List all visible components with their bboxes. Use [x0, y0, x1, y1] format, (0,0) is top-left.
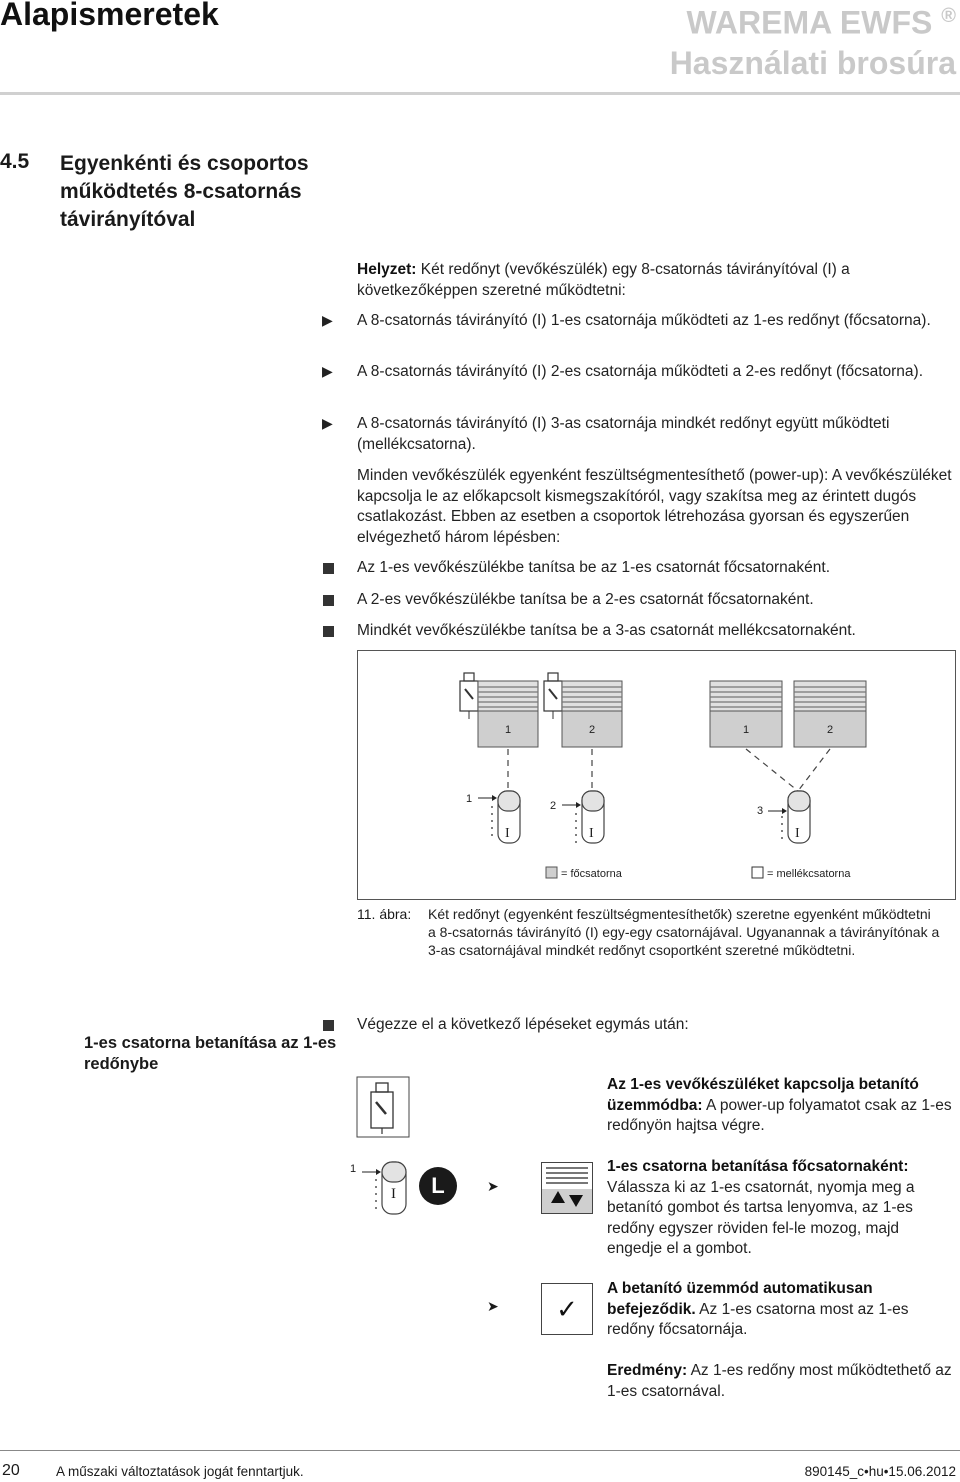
circuit-breaker-icon	[356, 1076, 410, 1138]
figure-box	[357, 650, 956, 900]
header-rule	[0, 92, 960, 95]
channel-label: 3	[757, 805, 764, 817]
remote-control-icon	[562, 791, 604, 843]
situation-text: Két redőnyt (vevőkészülék) egy 8-csatornás távirányítóval (I) a következőképpen szeretné működtetni:	[357, 261, 850, 299]
arrow-right-icon: ➤	[487, 1298, 499, 1314]
result-text: Az 1-es redőny most működtethető az 1-es csatornával.	[607, 1362, 952, 1400]
chapter-title: Alapismeretek	[0, 0, 219, 32]
step-1-heading: Az 1-es vevőkészüléket kapcsolja betanító üzemmódba:	[607, 1076, 919, 1114]
situation-label: Helyzet:	[357, 261, 417, 278]
arrow-item-2: A 8-csatornás távirányító (I) 2-es csatornája működteti a 2-es redőnyt (főcsatorna).	[357, 363, 924, 380]
channel-label: 2	[550, 800, 557, 812]
brand-block	[670, 0, 956, 83]
step-1-text: A power-up folyamatot csak az 1-es redőnyön hajtsa végre.	[607, 1096, 952, 1134]
square-bullet-icon	[323, 595, 334, 606]
square-item-1: Az 1-es vevőkészülékbe tanítsa be az 1-es csatornát főcsatornaként.	[357, 559, 831, 576]
figure-caption: Két redőnyt (egyenként feszültségmentesíthetők) szeretne egyenként működtetni a 8-csatornás távirányító (I) egy-egy csatornájával. Ugyanannak a távirányítónak a 3-as csatornájával mindkét redőnyt csoportként szeretné működtetni.	[428, 906, 940, 958]
remote-control-icon	[348, 1158, 414, 1218]
channel-diagram	[358, 651, 955, 899]
arrow-right-icon: ➤	[487, 1178, 499, 1194]
document-subtitle: Használati brosúra	[669, 44, 956, 81]
legend-main-channel: = főcsatorna	[561, 868, 622, 880]
square-item-2: A 2-es vevőkészülékbe tanítsa be a 2-es csatornát főcsatornaként.	[357, 591, 814, 608]
side-channel-swatch	[752, 867, 763, 878]
step-2	[607, 1157, 957, 1260]
footer-rule	[0, 1450, 960, 1451]
main-channel-swatch	[546, 867, 557, 878]
blind-up-down-icon	[541, 1162, 593, 1214]
remote-control-icon	[768, 791, 810, 843]
channel-label: 1	[350, 1163, 357, 1175]
arrow-bullet-icon: ▶	[322, 312, 333, 328]
blind-label: 1	[505, 724, 512, 736]
blind-label: 2	[827, 724, 834, 736]
remote-label: I	[505, 826, 510, 841]
subsection-title: 1-es csatorna betanítása az 1-es redőnybe	[84, 1034, 337, 1073]
square-item-3: Mindkét vevőkészülékbe tanítsa be a 3-as csatornát mellékcsatornaként.	[357, 622, 856, 639]
circuit-breaker-icon	[544, 673, 562, 719]
remote-label: I	[391, 1186, 396, 1202]
remote-label: I	[795, 826, 800, 841]
step-3	[607, 1279, 957, 1341]
channel-label: 1	[466, 793, 473, 805]
blind-label: 2	[589, 724, 596, 736]
footer-note: A műszaki változtatások jogát fenntartjuk.	[56, 1464, 304, 1479]
remote-control-icon	[478, 791, 520, 843]
blind-icon	[710, 681, 782, 747]
arrow-bullet-icon: ▶	[322, 363, 333, 379]
brand-name: WAREMA EWFS	[686, 4, 933, 41]
arrow-item-1: A 8-csatornás távirányító (I) 1-es csatornája működteti az 1-es redőnyt (főcsatorna).	[357, 312, 931, 329]
section-number: 4.5	[0, 150, 30, 173]
blind-label: 1	[743, 724, 750, 736]
step-2-text: Válassza ki az 1-es csatornát, nyomja meg a betanító gombot és tartsa lenyomva, az 1-es redőny egyszer röviden fel-le mozog, majd engedje el a gombot.	[607, 1178, 915, 1257]
page-number: 20	[2, 1462, 20, 1479]
step-3-heading: A betanító üzemmód automatikusan befejeződik.	[607, 1280, 873, 1318]
blind-icon	[562, 681, 622, 747]
figure-caption-number: 11. ábra:	[357, 906, 412, 922]
blind-icon	[794, 681, 866, 747]
square-bullet-icon	[323, 563, 334, 574]
square-bullet-icon	[323, 626, 334, 637]
situation-paragraph	[357, 260, 955, 301]
step-1	[607, 1075, 957, 1137]
steps-intro: Végezze el a következő lépéseket egymás után:	[357, 1016, 689, 1033]
blind-icon	[478, 681, 538, 747]
square-bullet-icon	[323, 1020, 334, 1031]
channel-link-lines	[508, 749, 830, 791]
circuit-breaker-icon	[460, 673, 478, 719]
legend-side-channel: = mellékcsatorna	[767, 868, 851, 880]
remote-label: I	[589, 826, 594, 841]
arrow-item-3: A 8-csatornás távirányító (I) 3-as csatornája mindkét redőnyt együtt működteti (mellékcsatorna).	[357, 415, 890, 453]
step-result	[607, 1361, 957, 1402]
step-3-text: Az 1-es csatorna most az 1-es redőny főcsatornája.	[607, 1300, 909, 1338]
registered-mark: ®	[941, 5, 956, 27]
checkmark-icon: ✓	[541, 1283, 593, 1335]
document-code: 890145_c•hu•15.06.2012	[804, 1464, 956, 1479]
info-paragraph: Minden vevőkészülék egyenként feszültségmentesíthető (power-up): A vevőkészüléket kapcsolja le az előkapcsolt kismegszakítóról, vagy szakítsa meg az érintett dugós csatlakozást. Ebben az esetben a csoportok létrehozása gyorsan és egyszerűen elvégezhető három lépésben:	[357, 467, 952, 546]
step-2-heading: 1-es csatorna betanítása főcsatornaként:	[607, 1158, 909, 1175]
section-title: Egyenkénti és csoportos működtetés 8-csatornás távirányítóval	[60, 152, 309, 231]
arrow-bullet-icon: ▶	[322, 415, 333, 431]
learn-button-icon: L	[419, 1167, 457, 1205]
result-heading: Eredmény:	[607, 1362, 688, 1379]
